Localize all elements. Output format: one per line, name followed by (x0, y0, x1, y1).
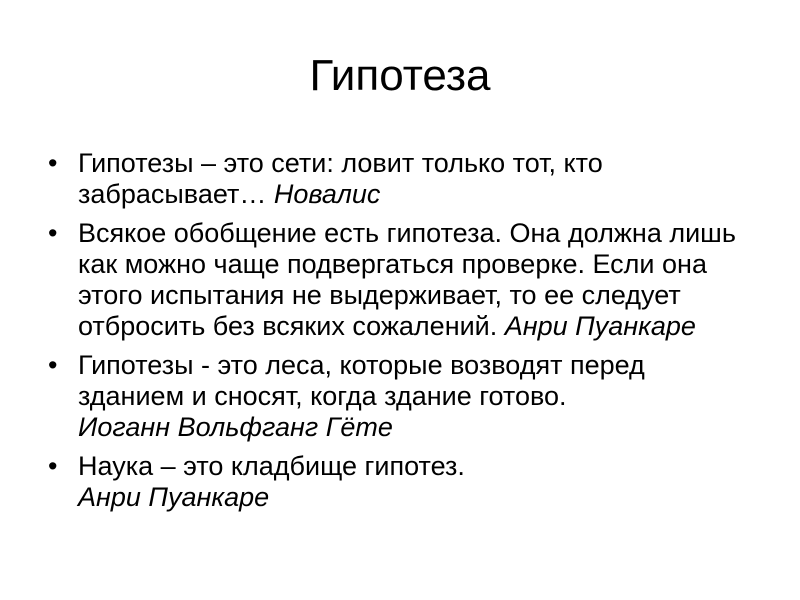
quote-author: Анри Пуанкаре (504, 311, 696, 341)
quote-item-poincare-generalization (48, 218, 748, 342)
slide-title: Гипотеза (309, 51, 491, 100)
quote-author: Новалис (273, 179, 381, 209)
quote-author: Иоганн Вольфганг Гёте (78, 412, 393, 442)
quote-author: Анри Пуанкаре (78, 482, 270, 512)
quote-item-poincare-science (48, 451, 748, 513)
quote-text: Гипотезы - это леса, которые возводят перед зданием и сносят, когда здание готово. (78, 350, 645, 411)
quote-item-goethe (48, 350, 748, 443)
quote-text: Наука – это кладбище гипотез. (78, 451, 465, 481)
bullet-icon: • (48, 218, 58, 248)
bullet-icon: • (48, 350, 58, 380)
quote-list (48, 148, 748, 521)
quote-text: Гипотезы – это сети: ловит только тот, кто забрасывает… (78, 148, 603, 209)
bullet-icon: • (48, 451, 58, 481)
quote-item-novalis (48, 148, 748, 210)
quote-text: Всякое обобщение есть гипотеза. Она должна лишь как можно чаще подвергаться проверке. Если она этого испытания не выдерживает, то ее следует отбросить без всяких сожалений. (78, 218, 736, 341)
bullet-icon: • (48, 148, 58, 178)
